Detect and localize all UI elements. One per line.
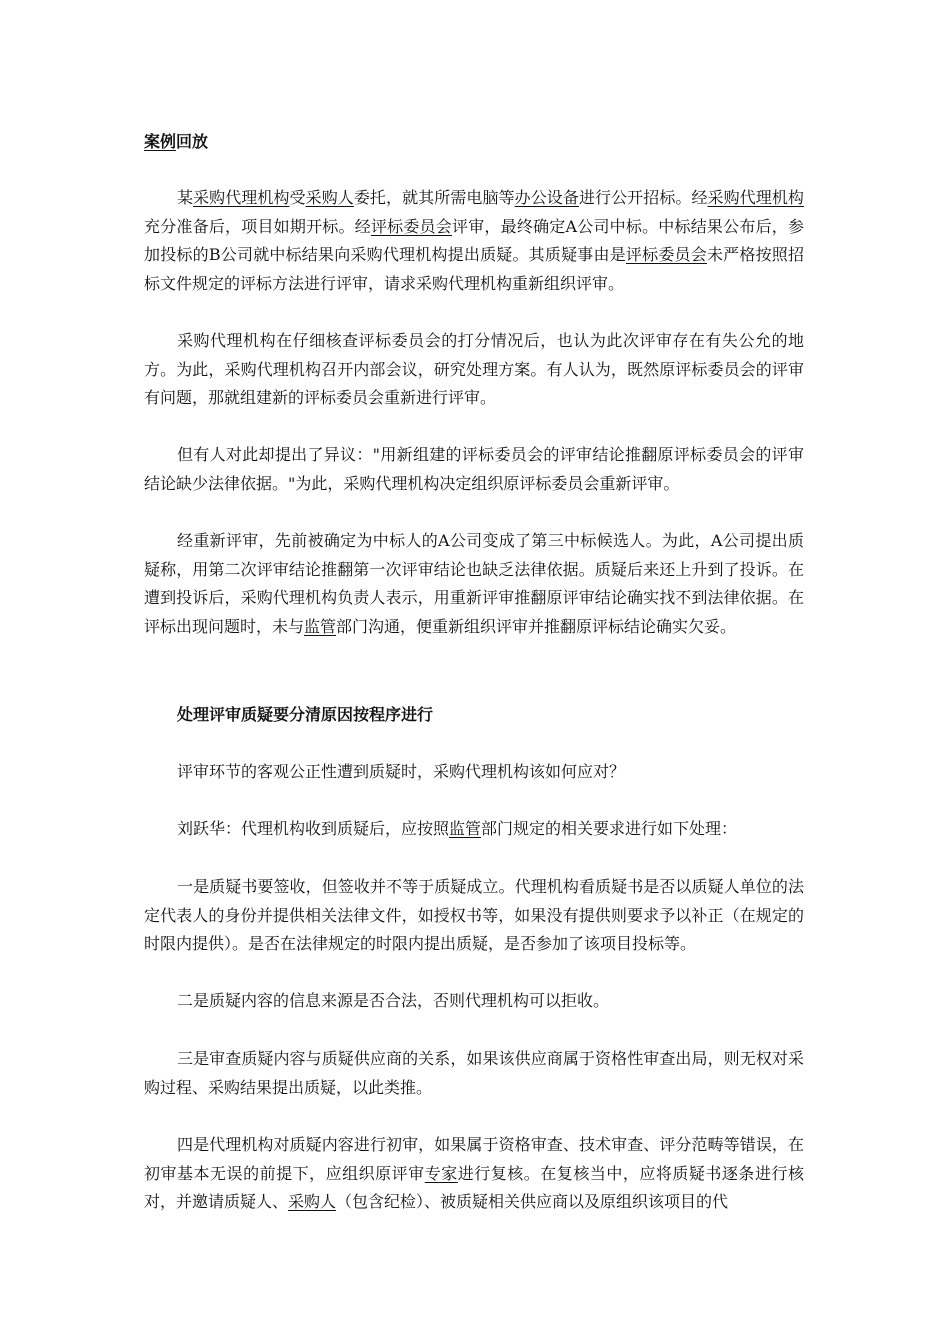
text-span: 刘跃华：代理机构收到质疑后，应按照	[177, 819, 450, 838]
text-span: 部门规定的相关要求进行如下处理：	[481, 819, 738, 838]
text-span: 受	[289, 188, 306, 207]
link-procurement-agency-2[interactable]: 采购代理机构	[707, 188, 804, 207]
section-heading-case-review	[144, 128, 804, 156]
link-evaluation-committee[interactable]: 评标委员会	[370, 216, 453, 236]
text-span: 进行公开招标。经	[578, 188, 708, 207]
section-heading-handling-queries: 处理评审质疑要分清原因按程序进行	[177, 705, 434, 724]
paragraph-re-evaluation	[144, 527, 804, 642]
link-purchaser-2[interactable]: 采购人	[288, 1192, 337, 1212]
paragraph-question: 评审环节的客观公正性遭到质疑时，采购代理机构该如何应对？	[177, 762, 626, 781]
paragraph-point-four	[144, 1131, 804, 1217]
text-span: 充分准备后，项目如期开标。经	[144, 216, 371, 236]
heading-rest-text: 回放	[176, 132, 209, 151]
link-purchaser[interactable]: 采购人	[305, 188, 354, 207]
link-office-equipment[interactable]: 办公设备	[514, 188, 579, 207]
text-span: （包含纪检）、被质疑相关供应商以及原组织该项目的代	[336, 1192, 729, 1212]
text-span: 某	[177, 188, 194, 207]
text-span: 经重新评审，先前被确定为中标人的A公司变成了第三中标候选人。为此，A公司提出质疑称，用第二次评审结论推翻第一次评审结论也缺乏法律依据。质疑后来还上升到了投诉。在遭到投诉后，采购代理机构负责人表示，用重新评审推翻原评审结论确实找不到法律依据。在评标出现问题时，未与	[144, 531, 804, 637]
paragraph-point-three: 三是审查质疑内容与质疑供应商的关系，如果该供应商属于资格性审查出局，则无权对采购过程、采购结果提出质疑，以此类推。	[144, 1049, 804, 1097]
paragraph-point-one: 一是质疑书要签收，但签收并不等于质疑成立。代理机构看质疑书是否以质疑人单位的法定代表人的身份并提供相关法律文件，如授权书等，如果没有提供则要求予以补正（在规定的时限内提供）。是否在法律规定的时限内提出质疑，是否参加了该项目投标等。	[144, 877, 804, 954]
text-span: 进行复核。在复核当中，应将质疑书逐条进行核对，并邀请质疑人、	[144, 1163, 804, 1212]
paragraph-objection: 但有人对此却提出了异议："用新组建的评标委员会的评审结论推翻原评标委员会的评审结论缺少法律依据。"为此，采购代理机构决定组织原评标委员会重新评审。	[144, 445, 804, 493]
paragraph-point-two: 二是质疑内容的信息来源是否合法，否则代理机构可以拒收。	[177, 991, 610, 1010]
link-supervision-2[interactable]: 监管	[449, 819, 482, 838]
text-span: 部门沟通，便重新组织评审并推翻原评标结论确实欠妥。	[336, 617, 737, 637]
paragraph-internal-meeting: 采购代理机构在仔细核查评标委员会的打分情况后，也认为此次评审存在有失公允的地方。为此，采购代理机构召开内部会议，研究处理方案。有人认为，既然原评标委员会的评审有问题，那就组建新的评标委员会重新进行评审。	[144, 331, 804, 408]
text-span: 评审，最终确定A公司中标。中标结果公布后，参加投标的B公司就中标结果向采购代理机构提出质疑。其质疑事由是	[144, 216, 804, 265]
link-experts[interactable]: 专家	[424, 1163, 458, 1183]
paragraph-case-background	[144, 184, 804, 299]
text-span: 未严格按照招标文件规定的评标方法进行评审，请求采购代理机构重新组织评审。	[144, 245, 804, 294]
link-evaluation-committee-2[interactable]: 评标委员会	[625, 245, 707, 265]
link-procurement-agency[interactable]: 采购代理机构	[193, 188, 290, 207]
text-span: 四是代理机构对质疑内容进行初审，如果属于资格审查、技术审查、评分范畴等错误，在初审基本无误的前提下，应组织原评审	[144, 1135, 804, 1183]
text-span: 委托，就其所需电脑等	[353, 188, 515, 207]
heading-underlined-text: 案例	[144, 132, 177, 151]
paragraph-answer-intro	[144, 815, 804, 844]
link-supervision[interactable]: 监管	[304, 617, 337, 637]
